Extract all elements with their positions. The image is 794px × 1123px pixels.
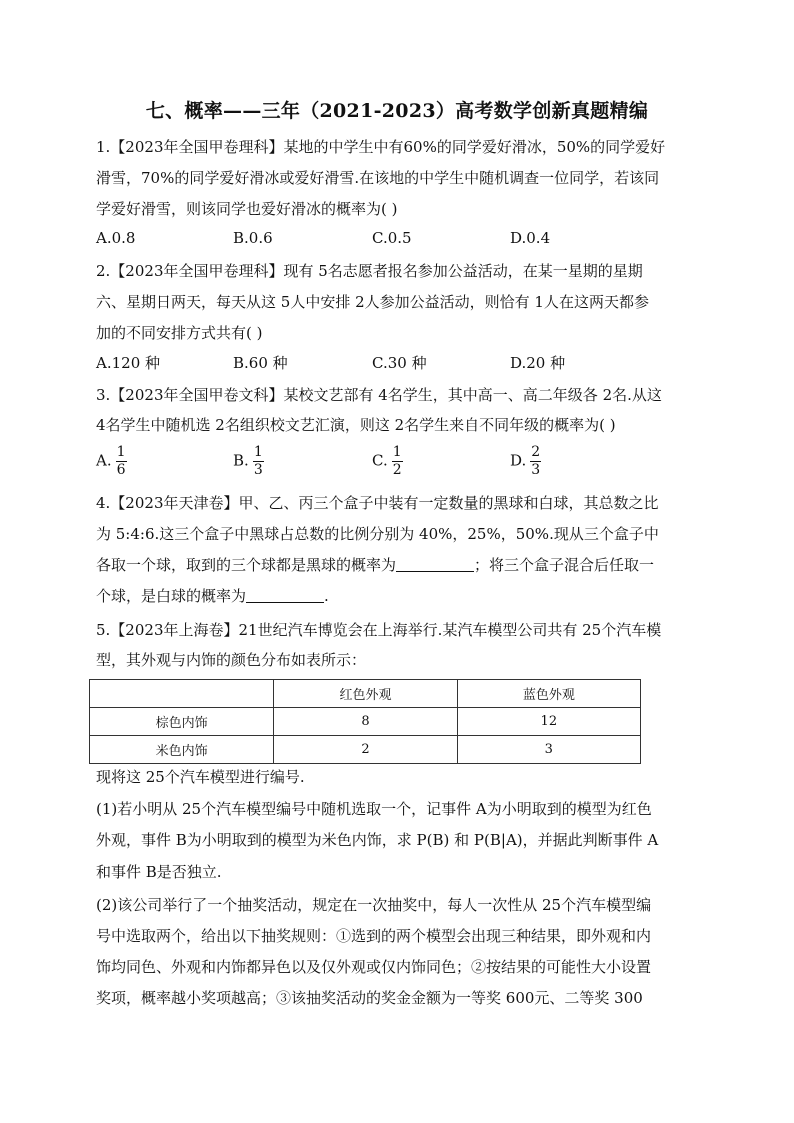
q5-part1-line-3: 和事件 B是否独立. [96,863,222,881]
table-cell: 2 [274,736,457,764]
q4-line-1: 4.【2023年天津卷】甲、乙、丙三个盒子中装有一定数量的黑球和白球，其总数之比 [96,494,659,512]
table-header-row [90,680,641,708]
numerator: 1 [253,444,263,460]
answer-blank-1 [396,557,474,572]
q4-line-3-text-b: ；将三个盒子混合后任取一 [474,556,655,574]
q3-option-c-fraction [392,444,403,479]
q4-line-3-text-a: 各取一个球，取到的三个球都是黑球的概率为 [96,556,397,574]
denominator: 6 [116,462,126,478]
q3-option-b-fraction [253,444,264,479]
q3-option-b-label: B. [233,451,249,470]
page-title: 七、概率——三年（2021-2023）高考数学创新真题精编 [145,100,649,122]
q3-line-2: 4名学生中随机选 2名组织校文艺汇演，则这 2名学生来自不同年级的概率为( ) [96,416,616,434]
q3-line-1: 3.【2023年全国甲卷文科】某校文艺部有 4名学生，其中高一、高二年级各 2名.从这 [96,386,662,404]
q3-option-c [372,444,403,479]
numerator: 1 [116,444,126,460]
table-cell: 3 [457,736,640,764]
q2-option-b: B.60 种 [233,354,288,372]
table-header-cell [90,680,274,708]
numerator: 2 [531,444,541,460]
q3-option-a-label: A. [96,451,112,470]
table-cell: 8 [274,708,457,736]
q5-part1-line-1: (1)若小明从 25个汽车模型编号中随机选取一个，记事件 A为小明取到的模型为红色 [96,800,652,818]
table-row [90,708,641,736]
q2-line-2: 六、星期日两天，每天从这 5人中安排 2人参加公益活动，则恰有 1人在这两天都参 [96,293,649,311]
numerator: 1 [392,444,402,460]
q3-option-d [510,444,541,479]
q1-option-a: A.0.8 [96,229,136,247]
q5-part2-line-3: 饰均同色、外观和内饰都异色以及仅外观或仅内饰同色；②按结果的可能性大小设置 [96,958,652,976]
denominator: 3 [253,462,263,478]
q2-line-3: 加的不同安排方式共有( ) [96,324,263,342]
q1-line-1: 1.【2023年全国甲卷理科】某地的中学生中有60%的同学爱好滑冰，50%的同学爱好 [96,138,666,156]
q1-option-c: C.0.5 [372,229,412,247]
q1-option-d: D.0.4 [510,229,551,247]
q4-line-4 [96,585,706,606]
denominator: 2 [392,462,402,478]
q5-part2-line-1: (2)该公司举行了一个抽奖活动，规定在一次抽奖中，每人一次性从 25个汽车模型编 [96,896,652,914]
q2-option-c: C.30 种 [372,354,427,372]
q5-line-1: 5.【2023年上海卷】21世纪汽车博览会在上海举行.某汽车模型公司共有 25个汽车模 [96,621,662,639]
q4-line-4-text-a: 个球，是白球的概率为 [96,587,247,605]
table-cell: 棕色内饰 [90,708,274,736]
q3-option-d-fraction [530,444,541,479]
q2-option-d: D.20 种 [510,354,566,372]
q5-after-table: 现将这 25个汽车模型进行编号. [96,768,305,786]
q3-option-b [233,444,264,479]
q3-option-c-label: C. [372,451,388,470]
q4-line-3 [96,554,706,575]
q5-part2-line-2: 号中选取两个，给出以下抽奖规则：①选到的两个模型会出现三种结果，即外观和内 [96,927,652,945]
q2-option-a: A.120 种 [96,354,160,372]
q3-option-d-label: D. [510,451,527,470]
table-header-cell: 红色外观 [274,680,457,708]
q5-line-2: 型，其外观与内饰的颜色分布如表所示： [96,651,367,669]
table-cell: 12 [457,708,640,736]
q2-line-1: 2.【2023年全国甲卷理科】现有 5名志愿者报名参加公益活动，在某一星期的星期 [96,262,643,280]
q5-part1-line-2: 外观，事件 B为小明取到的模型为米色内饰，求 P(B) 和 P(B|A)，并据此判断事件 A [96,831,659,849]
q3-option-a-fraction [116,444,127,479]
q5-part2-line-4: 奖项，概率越小奖项越高；③该抽奖活动的奖金金额为一等奖 600元、二等奖 300 [96,989,643,1007]
table-row [90,736,641,764]
table-header-cell: 蓝色外观 [457,680,640,708]
color-distribution-table [89,679,641,764]
q1-option-b: B.0.6 [233,229,273,247]
q4-line-4-text-b: . [324,587,329,605]
table-cell: 米色内饰 [90,736,274,764]
q1-line-2: 滑雪，70%的同学爱好滑冰或爱好滑雪.在该地的中学生中随机调查一位同学，若该同 [96,169,660,187]
denominator: 3 [531,462,541,478]
q3-option-a [96,444,127,479]
q1-line-3: 学爱好滑雪，则该同学也爱好滑冰的概率为( ) [96,200,398,218]
answer-blank-2 [246,588,324,603]
q4-line-2: 为 5:4:6.这三个盒子中黑球占总数的比例分别为 40%，25%，50%.现从三个盒子中 [96,525,659,543]
